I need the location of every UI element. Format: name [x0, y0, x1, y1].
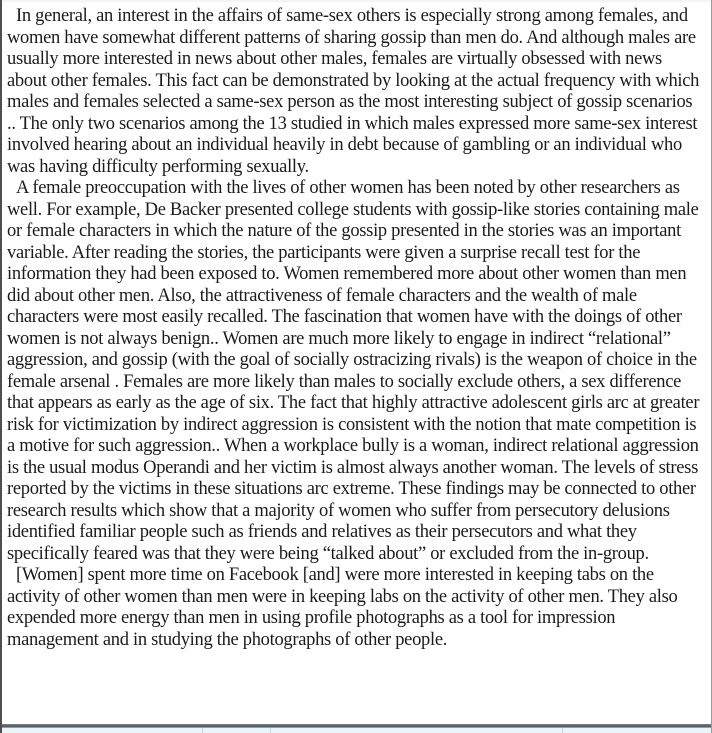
bottom-window-edge — [2, 724, 711, 733]
cutoff-column-divider — [270, 728, 271, 733]
paragraph-2: A female preoccupation with the lives of other women has been noted by other researchers as well. For example, De Backer presented college students with gossip-like stories containing male or female characters in which the nature of the gossip presented in the stories was an important variable. After reading the stories, the participants were given a surprise recall test for the information they had been exposed to. Women remembered more about other women than men did about other men. Also, the attractiveness of female characters and the wealth of male characters were most easily recalled. The fascination that women have with the doings of other women is not always benign.. Women are much more likely to engage in indirect “relational” aggression, and gossip (with the goal of socially ostracizing rivals) is the weapon of choice in the female arsenal . Females are more likely than males to socially exclude others, a sex difference that appears as early as the age of six. The fact that highly attractive adolescent girls arc at greater risk for victimization by indirect aggression is consistent with the notion that mate competition is a motive for such aggression.. When a workplace bully is a woman, indirect relational aggression is the usual modus Operandi and her victim is almost always another woman. The levels of stress reported by the victims in these situations arc extreme. These findings may be connected to other research results which show that a majority of women who suffer from persecutory delusions identified familiar people such as friends and relatives as their persecutors and what they specifically feared was that they were being “talked about” or excluded from the in-group. — [7, 178, 700, 564]
cutoff-row-strip — [2, 728, 711, 733]
cutoff-column-divider — [562, 728, 563, 733]
cutoff-column-divider — [202, 728, 203, 733]
paragraph-3: [Women] spent more time on Facebook [and] were more interested in keeping tabs on the activity of other women than men were in keeping labs on the activity of other men. They also expended more energy than men in using profile photographs as a tool for impression management and in studying the photographs of other people. — [7, 565, 678, 650]
paragraph-1: In general, an interest in the affairs of same-sex others is especially strong among females, and women have somewhat different patterns of sharing gossip than men do. And although males are usually more interested in news about other males, females are virtually obsessed with news about other females. This fact can be demonstrated by looking at the actual frequency with which males and females selected a same-sex person as the most interesting subject of gossip scenarios .. The only two scenarios among the 13 studied in which males expressed more same-sex interest involved hearing about an individual heavily in debt because of gambling or an individual who was having difficulty performing sexually. — [7, 6, 700, 177]
text-content — [2, 2, 711, 651]
